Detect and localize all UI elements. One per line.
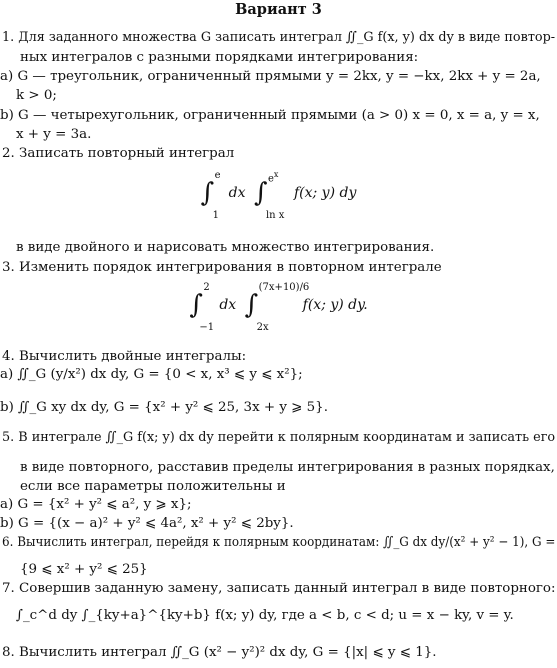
display-formula-2: ∫ e 1 dx ∫ $e^x$ ln x f(x; y) dy — [200, 170, 357, 221]
problem-line: b) G = {(x − a)² + y² ⩽ 4a², x² + y² ⩽ 2by}. — [0, 516, 294, 531]
problem-line: 2. Записать повторный интеграл — [2, 146, 235, 161]
display-formula-3: ∫ 2 −1 dx ∫ (7x+10)/6 2x f(x; y) dy. — [189, 282, 368, 333]
problem-line: если все параметры положительны и — [20, 479, 286, 494]
problem-line: 6. Вычислить интеграл, перейдя к полярным координатам: ∬_G dx dy/(x² + y² − 1), G = — [2, 535, 556, 550]
problem-line: 4. Вычислить двойные интегралы: — [2, 349, 247, 364]
problem-line: a) G = {x² + y² ⩽ a², y ⩾ x}; — [0, 497, 192, 512]
problem-line: x + y = 3a. — [16, 127, 92, 142]
problem-line: k > 0; — [16, 88, 57, 103]
page-title: Вариант 3 — [235, 1, 322, 18]
problem-line: ных интегралов с разными порядками интегрирования: — [20, 50, 419, 65]
problem-line: b) ∬_G xy dx dy, G = {x² + y² ⩽ 25, 3x + y ⩾ 5}. — [0, 400, 328, 415]
problem-line: a) ∬_G (y/x²) dx dy, G = {0 < x, x³ ⩽ y ⩽ x²}; — [0, 367, 303, 382]
problem-line: 1. Для заданного множества G записать интеграл ∬_G f(x, y) dx dy в виде повтор- — [2, 30, 556, 45]
problem-line: 5. В интеграле ∬_G f(x; y) dx dy перейти к полярным координатам и записать его — [2, 430, 556, 445]
problem-line: a) G — треугольник, ограниченный прямыми y = 2kx, y = −kx, 2kx + y = 2a, — [0, 69, 541, 84]
problem-line: {9 ⩽ x² + y² ⩽ 25} — [20, 562, 148, 577]
problem-line: 8. Вычислить интеграл ∬_G (x² − y²)² dx dy, G = {|x| ⩽ y ⩽ 1}. — [2, 645, 437, 660]
problem-line: 3. Изменить порядок интегрирования в повторном интеграле — [2, 260, 442, 275]
problem-line: в виде двойного и нарисовать множество интегрирования. — [16, 240, 435, 255]
problem-line: b) G — четырехугольник, ограниченный прямыми (a > 0) x = 0, x = a, y = x, — [0, 108, 540, 123]
problem-line: в виде повторного, расставив пределы интегрирования в разных порядках, — [20, 460, 555, 475]
problem-line: ∫_c^d dy ∫_{ky+a}^{ky+b} f(x; y) dy, где a < b, c < d; u = x − ky, v = y. — [16, 608, 514, 623]
problem-line: 7. Совершив заданную замену, записать данный интеграл в виде повторного: — [2, 581, 556, 596]
